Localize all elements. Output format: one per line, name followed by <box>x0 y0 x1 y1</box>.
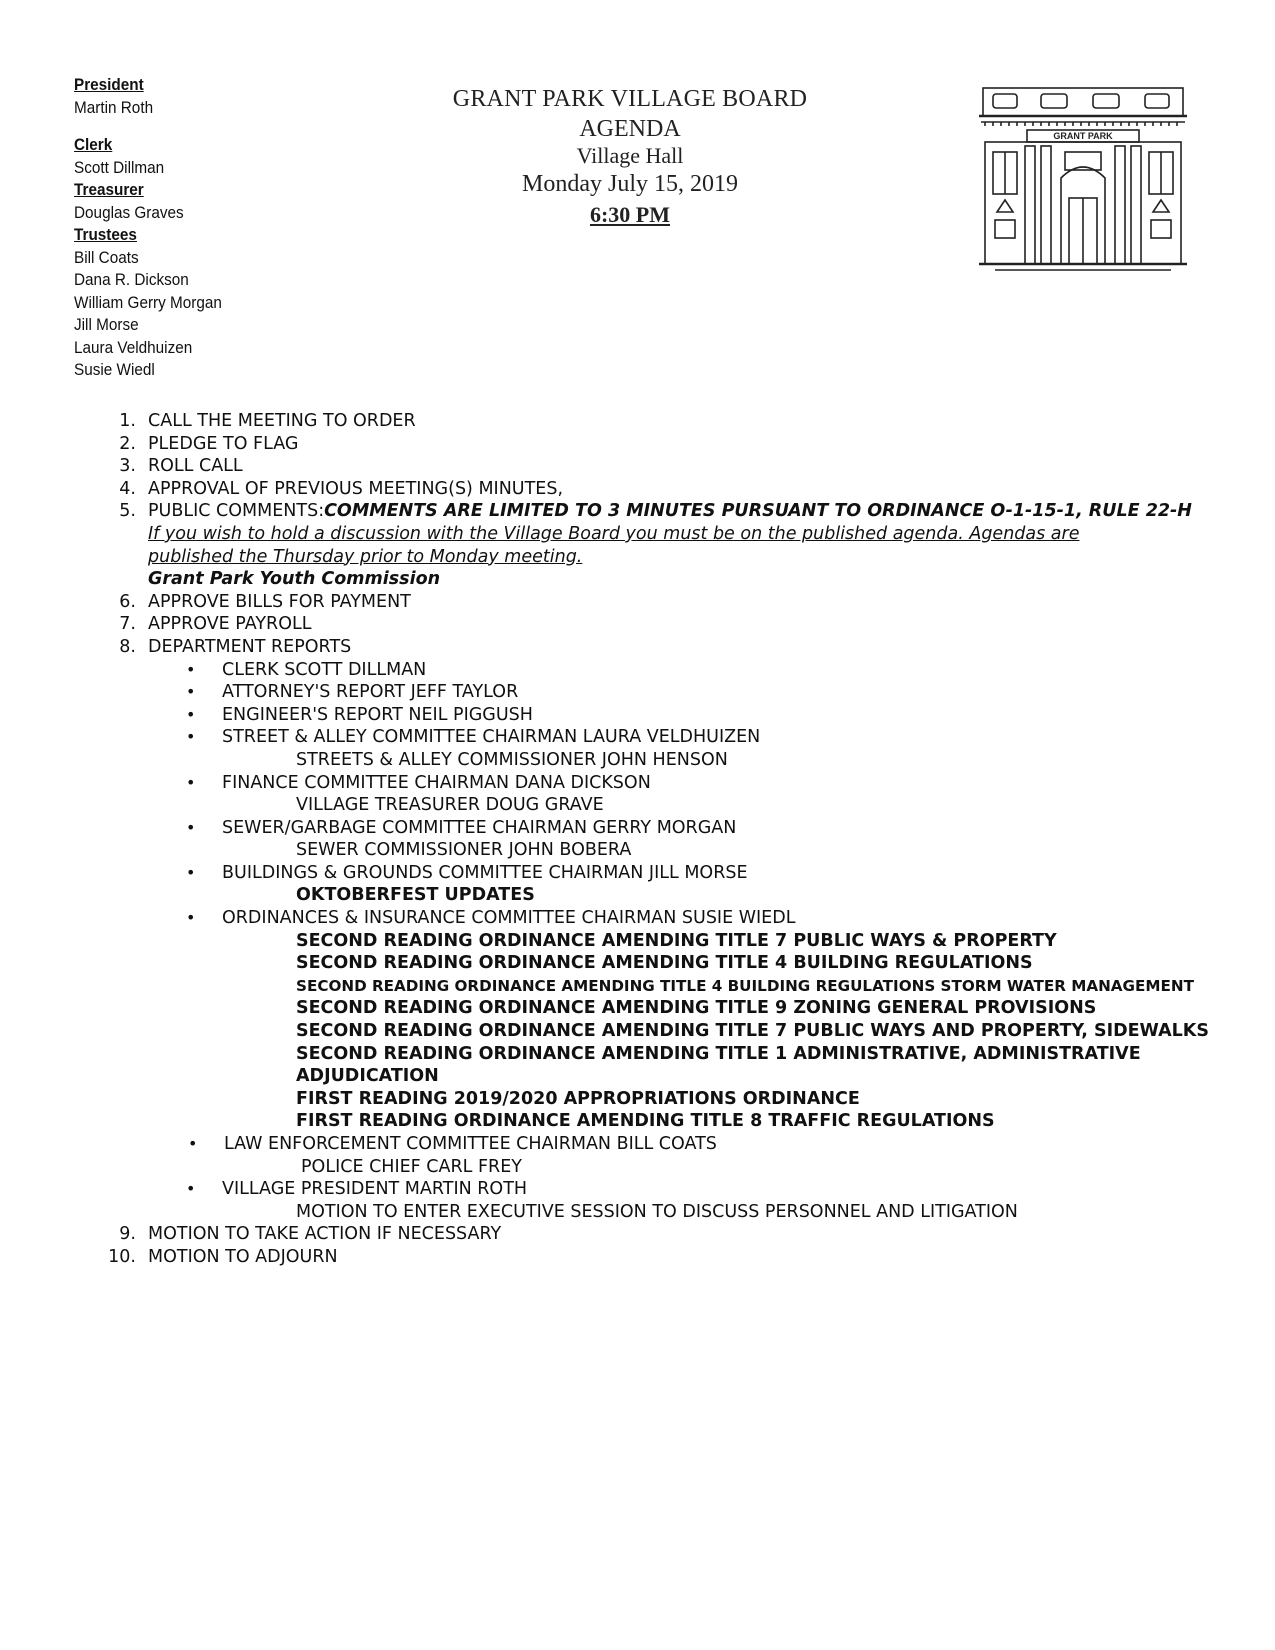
agenda-item <box>0 1246 1275 1269</box>
agenda-item <box>0 478 1275 501</box>
report-subitem <box>0 749 1275 772</box>
report-text: ENGINEER'S REPORT NEIL PIGGUSH <box>222 704 533 725</box>
agenda-note <box>0 523 1275 546</box>
item-text: APPROVAL OF PREVIOUS MEETING(S) MINUTES, <box>148 478 564 499</box>
report-text: CLERK SCOTT DILLMAN <box>222 659 427 680</box>
bullet-icon: • <box>186 704 196 724</box>
report-subtext: STREETS & ALLEY COMMISSIONER JOHN HENSON <box>296 749 728 770</box>
trustees-label: Trustees <box>74 225 137 244</box>
officers-list <box>74 74 344 382</box>
report-text: STREET & ALLEY COMMITTEE CHAIRMAN LAURA VELDHUIZEN <box>222 727 761 748</box>
meeting-date: Monday July 15, 2019 <box>522 171 738 197</box>
ordinance-item <box>0 975 1275 998</box>
ordinance-text: SECOND READING ORDINANCE AMENDING TITLE 7 PUBLIC WAYS & PROPERTY <box>296 930 1057 951</box>
item-number: 5. <box>119 501 136 522</box>
agenda-item <box>0 636 1275 659</box>
agenda-item <box>0 591 1275 614</box>
agenda-item <box>0 410 1275 433</box>
report-item <box>0 772 1275 795</box>
report-subtext: POLICE CHIEF CARL FREY <box>301 1156 522 1177</box>
item-text: PLEDGE TO FLAG <box>148 433 299 454</box>
bullet-icon: • <box>186 772 196 792</box>
public-comments-label: PUBLIC COMMENTS: <box>148 501 325 522</box>
report-subitem <box>0 1201 1275 1224</box>
item-text: CALL THE MEETING TO ORDER <box>148 411 416 431</box>
treasurer-name: Douglas Graves <box>74 202 184 222</box>
ordinance-item <box>0 1088 1275 1111</box>
board-title: GRANT PARK VILLAGE BOARD <box>452 86 808 112</box>
clerk-name: Scott Dillman <box>74 157 165 177</box>
report-item <box>0 1133 1275 1156</box>
item-number: 10. <box>108 1246 136 1267</box>
report-subitem <box>0 839 1275 862</box>
agenda-note <box>0 546 1275 569</box>
ordinance-text: SECOND READING ORDINANCE AMENDING TITLE 1 ADMINISTRATIVE, ADMINISTRATIVE <box>296 1043 1141 1064</box>
report-subitem <box>0 1156 1275 1179</box>
trustee-name: William Gerry Morgan <box>74 292 222 312</box>
ordinance-item <box>0 1043 1275 1066</box>
item-text: DEPARTMENT REPORTS <box>148 636 352 657</box>
item-number: 8. <box>119 636 136 657</box>
item-number: 4. <box>119 478 136 499</box>
report-text: SEWER/GARBAGE COMMITTEE CHAIRMAN GERRY MORGAN <box>222 817 737 838</box>
trustee-name: Jill Morse <box>74 315 139 334</box>
ordinance-text: SECOND READING ORDINANCE AMENDING TITLE 9 ZONING GENERAL PROVISIONS <box>296 998 1097 1019</box>
ordinance-item <box>0 930 1275 953</box>
item-text: ROLL CALL <box>148 456 243 477</box>
agenda-item <box>0 433 1275 456</box>
agenda-item <box>0 455 1275 478</box>
item-number: 3. <box>119 456 136 477</box>
item-text: APPROVE BILLS FOR PAYMENT <box>148 591 411 612</box>
agenda-header <box>330 84 930 230</box>
item-text: APPROVE PAYROLL <box>148 614 312 635</box>
clerk-label: Clerk <box>74 135 113 154</box>
report-text: VILLAGE PRESIDENT MARTIN ROTH <box>222 1179 528 1200</box>
item-number: 2. <box>119 433 136 454</box>
bullet-icon: • <box>186 862 196 882</box>
treasurer-label: Treasurer <box>74 180 144 199</box>
village-hall-logo <box>975 80 1193 280</box>
item-text: MOTION TO ADJOURN <box>148 1246 338 1267</box>
ordinance-text: SECOND READING ORDINANCE AMENDING TITLE 7 PUBLIC WAYS AND PROPERTY, SIDEWALKS <box>296 1021 1209 1042</box>
report-item <box>0 659 1275 682</box>
trustee-name: Susie Wiedl <box>74 360 155 379</box>
public-comments-limit: COMMENTS ARE LIMITED TO 3 MINUTES PURSUANT TO ORDINANCE O-1-15-1, RULE 22-H <box>324 501 1192 522</box>
report-subitem <box>0 884 1275 907</box>
youth-commission: Grant Park Youth Commission <box>148 569 441 590</box>
item-text: MOTION TO TAKE ACTION IF NECESSARY <box>148 1224 502 1245</box>
report-subtext: SEWER COMMISSIONER JOHN BOBERA <box>296 840 632 861</box>
ordinance-text: FIRST READING 2019/2020 APPROPRIATIONS ORDINANCE <box>296 1088 860 1109</box>
report-item <box>0 907 1275 930</box>
ordinance-text: SECOND READING ORDINANCE AMENDING TITLE 4 BUILDING REGULATIONS <box>296 953 1033 974</box>
trustee-name: Dana R. Dickson <box>74 270 189 289</box>
report-item <box>0 862 1275 885</box>
item-number: 6. <box>119 591 136 612</box>
ordinance-text: ADJUDICATION <box>296 1066 439 1087</box>
report-subtext: VILLAGE TREASURER DOUG GRAVE <box>296 795 604 816</box>
report-item <box>0 704 1275 727</box>
bullet-icon: • <box>186 817 196 837</box>
bullet-icon: • <box>186 659 196 679</box>
report-item <box>0 817 1275 840</box>
report-text: FINANCE COMMITTEE CHAIRMAN DANA DICKSON <box>222 772 651 793</box>
ordinance-item <box>0 1110 1275 1133</box>
trustee-name: Bill Coats <box>74 247 139 267</box>
report-text: LAW ENFORCEMENT COMMITTEE CHAIRMAN BILL COATS <box>224 1134 717 1154</box>
bullet-icon: • <box>186 727 196 747</box>
agenda-list <box>0 410 1275 1269</box>
president-name: Martin Roth <box>74 97 154 117</box>
president-label: President <box>74 75 144 94</box>
public-note-line: If you wish to hold a discussion with the Village Board you must be on the published agenda. Agendas are <box>148 523 1080 544</box>
agenda-item <box>0 613 1275 636</box>
agenda-heading: AGENDA <box>579 116 681 142</box>
agenda-note <box>0 568 1275 591</box>
bullet-icon: • <box>186 1179 196 1199</box>
report-text: BUILDINGS & GROUNDS COMMITTEE CHAIRMAN JILL MORSE <box>222 862 748 883</box>
report-item <box>0 726 1275 749</box>
public-note-line: published the Thursday prior to Monday meeting. <box>148 546 583 567</box>
item-number: 7. <box>119 614 136 635</box>
meeting-place: Village Hall <box>576 143 684 168</box>
agenda-item <box>0 500 1275 523</box>
ordinance-item <box>0 952 1275 975</box>
bullet-icon: • <box>186 682 196 702</box>
ordinance-text: FIRST READING ORDINANCE AMENDING TITLE 8 TRAFFIC REGULATIONS <box>296 1111 995 1132</box>
item-text <box>148 500 1192 523</box>
bullet-icon: • <box>186 908 196 928</box>
report-text: ORDINANCES & INSURANCE COMMITTEE CHAIRMAN SUSIE WIEDL <box>222 908 796 929</box>
ordinance-text: SECOND READING ORDINANCE AMENDING TITLE 4 BUILDING REGULATIONS STORM WATER MANAGEMENT <box>296 976 1194 995</box>
ordinance-item <box>0 997 1275 1020</box>
item-number: 9. <box>119 1224 136 1245</box>
item-number: 1. <box>119 411 136 431</box>
bullet-icon: • <box>188 1134 198 1153</box>
report-text: ATTORNEY'S REPORT JEFF TAYLOR <box>222 682 519 703</box>
meeting-time: 6:30 PM <box>589 202 671 227</box>
ordinance-item <box>0 1065 1275 1088</box>
agenda-item <box>0 1223 1275 1246</box>
report-subtext: MOTION TO ENTER EXECUTIVE SESSION TO DISCUSS PERSONNEL AND LITIGATION <box>296 1201 1018 1222</box>
report-item <box>0 681 1275 704</box>
report-subitem <box>0 794 1275 817</box>
logo-sign-text: GRANT PARK <box>1053 131 1113 141</box>
report-subtext: OKTOBERFEST UPDATES <box>296 885 535 906</box>
ordinance-item <box>0 1020 1275 1043</box>
trustee-name: Laura Veldhuizen <box>74 337 193 357</box>
report-item <box>0 1178 1275 1201</box>
